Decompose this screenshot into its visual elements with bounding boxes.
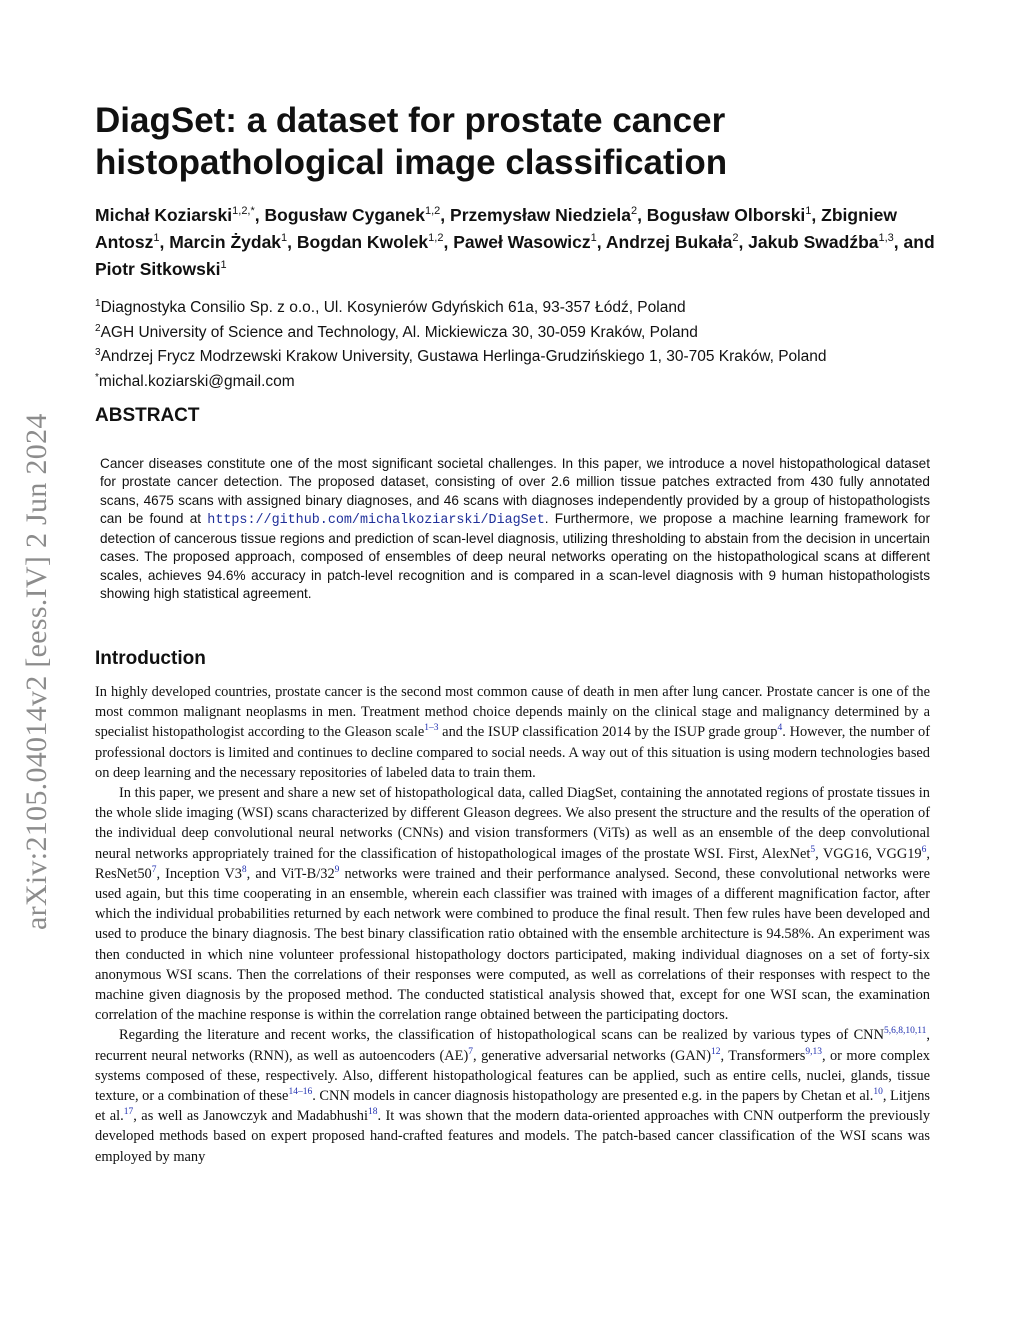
author-affiliation-marker: 1: [220, 258, 227, 271]
paragraph-text: , as well as Janowczyk and Madabhushi: [133, 1108, 368, 1125]
affiliation-text: AGH University of Science and Technology, Al. Mickiewicza 30, 30-059 Kraków, Poland: [100, 323, 698, 341]
author-affiliation-marker: 1: [805, 205, 812, 217]
paragraph-text: , VGG16, VGG19: [815, 845, 922, 862]
introduction-heading: Introduction: [95, 648, 206, 669]
author-separator: ,: [287, 231, 297, 252]
citation-link[interactable]: 1–3: [424, 723, 439, 734]
author-name: Bogusław Olborski: [646, 204, 806, 225]
affiliation-text: michal.koziarski@gmail.com: [98, 373, 295, 391]
citation-link[interactable]: 8: [241, 865, 247, 876]
author-affiliation-marker: 1: [590, 231, 597, 244]
author-separator: ,: [159, 231, 170, 252]
abstract-text-part2: . Furthermore, we propose a machine learning framework for detection of cancerous tissue regions and prediction of scan-level diagnosis, utilizing thresholding to abstain from the decision in uncertain cases. The proposed approach, composed of ensembles of deep neural networks operating on the histopathological scans at different scales, achieves 94.6% accuracy in patch-level recognition and is compared in a scan-level diagnosis with 9 human histopathologists showing high statistical agreement.: [100, 510, 931, 602]
abstract-body: [100, 455, 930, 603]
author-name: Paweł Wasowicz: [453, 231, 591, 252]
paragraph-text: , Transformers: [720, 1047, 806, 1064]
author-name: Zbigniew Antosz: [95, 204, 897, 252]
citation-link[interactable]: 12: [711, 1046, 721, 1057]
author-name: Przemysław Niedziela: [450, 204, 631, 225]
author-separator: ,: [738, 231, 749, 252]
citation-link[interactable]: 5: [810, 844, 816, 855]
author-separator: ,: [637, 204, 647, 225]
author-affiliation-marker: 1: [281, 231, 288, 244]
intro-paragraph-2: [95, 783, 930, 1025]
author-affiliation-marker: 1,2: [424, 205, 441, 217]
author-separator: ,: [596, 231, 606, 252]
paragraph-text: Regarding the literature and recent works, the classification of histopathological scans can be realized by various types of CNN: [119, 1027, 884, 1044]
citation-link[interactable]: 9,13: [805, 1046, 822, 1057]
author-separator: , and: [893, 231, 935, 252]
title-line-1: DiagSet: a dataset for prostate cancer: [95, 101, 726, 140]
affiliation-marker: 2: [95, 322, 101, 334]
intro-paragraph-3: [95, 1025, 930, 1166]
author-list: [95, 200, 945, 280]
paragraph-text: and the ISUP classification 2014 by the ISUP grade group: [438, 724, 778, 741]
citation-link[interactable]: 18: [368, 1107, 378, 1118]
paragraph-text: In highly developed countries, prostate cancer is the second most common cause of death in men after lung cancer. Prostate cancer is one of the most common malignant neoplasms in men. Treatment method choice depends mainly on the clinical stage and malignancy determined by a specialist histopathologist according to the Gleason scale: [95, 684, 930, 741]
title-line-2: histopathological image classification: [95, 143, 728, 182]
author-affiliation-marker: 2: [630, 205, 638, 217]
author-name: Bogusław Cyganek: [264, 204, 425, 225]
citation-link[interactable]: 17: [123, 1107, 134, 1118]
paragraph-text: . CNN models in cancer diagnosis histopathology are presented e.g. in the papers by Chetan et al.: [312, 1088, 874, 1105]
citation-link[interactable]: 5,6,8,10,11: [883, 1026, 927, 1037]
paragraph-text: In this paper, we present and share a new set of histopathological data, called DiagSet, containing the annotated regions of prostate tissues in the whole slide imaging (WSI) scans characterized by different Gleason degrees. We also present the structure and the results of the operation of the individual deep convolutional neural networks (CNNs) and vision transformers (ViTs) as well as an ensemble of the deep convolutional neural networks appropriately trained for the classification of histopathological images of the prostate WSI. First, AlexNet: [95, 785, 930, 862]
author-name: Marcin Żydak: [169, 231, 282, 252]
abstract-heading: ABSTRACT: [95, 405, 200, 426]
author-separator: ,: [443, 231, 454, 252]
paragraph-text: . However, the number of professional doctors is limited and continues to decline compared to social needs. A way out of this situation is using modern technologies based on deep learning and the necessary repositories of labeled data to train them.: [95, 724, 930, 781]
citation-link[interactable]: 6: [921, 844, 927, 855]
author-name: Andrzej Bukała: [605, 231, 733, 252]
dataset-url-link[interactable]: https://github.com/michalkoziarski/DiagSet: [207, 512, 545, 528]
author-name: Jakub Swadźba: [748, 231, 879, 252]
author-separator: ,: [440, 204, 451, 225]
author-affiliation-marker: 2: [732, 231, 739, 244]
author-separator: ,: [254, 204, 265, 225]
affiliation-list: [95, 294, 945, 393]
paragraph-text: , ResNet50: [95, 845, 930, 882]
author-affiliation-marker: 1,3: [878, 231, 894, 244]
paragraph-text: , and ViT-B/32: [246, 865, 335, 882]
author-affiliation-marker: 1,2,*: [232, 205, 255, 217]
affiliation-line: [95, 319, 945, 344]
author-name: Michał Koziarski: [95, 204, 233, 225]
affiliation-line: [95, 343, 945, 368]
citation-link[interactable]: 4: [777, 723, 783, 734]
author-affiliation-marker: 1: [153, 231, 160, 244]
affiliation-marker: 1: [95, 298, 101, 309]
affiliation-marker: *: [95, 371, 99, 383]
abstract-text-part1: Cancer diseases constitute one of the most significant societal challenges. In this paper, we introduce a novel histopathological dataset for prostate cancer detection. The proposed dataset, consisting of over 2.6 million tissue patches extracted from 430 fully annotated scans, 4675 scans with assigned binary diagnoses, and 46 scans with diagnoses independently provided by a group of histopathologists can be found at: [100, 456, 930, 526]
affiliation-text: Andrzej Frycz Modrzewski Krakow University, Gustawa Herlinga-Grudzińskiego 1, 30-705 Kraków, Poland: [100, 348, 827, 366]
affiliation-line: [95, 368, 945, 393]
citation-link[interactable]: 7: [151, 865, 157, 876]
paragraph-text: networks were trained and their performance analysed. Second, these convolutional networks were used again, but this time cooperating in an ensemble, wherein each classifier was trained with images of a different magnification factor, after which the individual probabilities returned by each network were combined to produce the final result. Then few rules have been developed and used to produce the binary diagnosis. The best binary classification ratio obtained with the ensemble architecture is 94.58%. An experiment was then conducted in which nine volunteer professional histopathology doctors participated, making individual diagnoses on a set of forty-six anonymous WSI scans. Then the correlations of their responses were computed, as well as correlations of their responses with respect to the machine given diagnosis by the proposed method. The conducted statistical analysis showed that, except for one WSI scan, the examination correlation of the machine response is within the correlation range obtained between the participating doctors.: [95, 865, 930, 1024]
arxiv-identifier-stamp: arXiv:2105.04014v2 [eess.IV] 2 Jun 2024: [20, 413, 53, 930]
citation-link[interactable]: 7: [468, 1046, 474, 1057]
affiliation-marker: 3: [95, 347, 101, 359]
paragraph-text: , Litjens et al.: [95, 1088, 930, 1125]
author-name: Bogdan Kwolek: [296, 231, 429, 252]
paragraph-text: , or more complex systems composed of these, respectively. Also, different histopathological features can be applied, such as entire cells, nuclei, glands, tissue texture, or a combination of these: [95, 1047, 931, 1105]
paragraph-text: , recurrent neural networks (RNN), as well as autoencoders (AE): [95, 1027, 930, 1064]
paragraph-text: , Inception V3: [156, 865, 242, 882]
affiliation-line: [95, 294, 945, 319]
author-name: Piotr Sitkowski: [95, 258, 221, 279]
author-affiliation-marker: 1,2: [428, 231, 444, 244]
paper-title: [95, 100, 935, 184]
paragraph-text: . It was shown that the modern data-oriented approaches with CNN outperform the previously developed methods based on expert proposed hand-crafted features and models. The patch-based cancer classification of the WSI scans was employed by many: [95, 1108, 931, 1165]
introduction-body: [95, 682, 930, 1167]
author-separator: ,: [811, 204, 822, 225]
citation-link[interactable]: 9: [334, 865, 340, 876]
citation-link[interactable]: 10: [873, 1087, 883, 1098]
affiliation-text: Diagnostyka Consilio Sp. z o.o., Ul. Kosynierów Gdyńskich 61a, 93-357 Łódź, Poland: [100, 299, 686, 317]
paragraph-text: , generative adversarial networks (GAN): [473, 1047, 711, 1064]
citation-link[interactable]: 14–16: [288, 1087, 313, 1098]
intro-paragraph-1: [95, 682, 930, 783]
